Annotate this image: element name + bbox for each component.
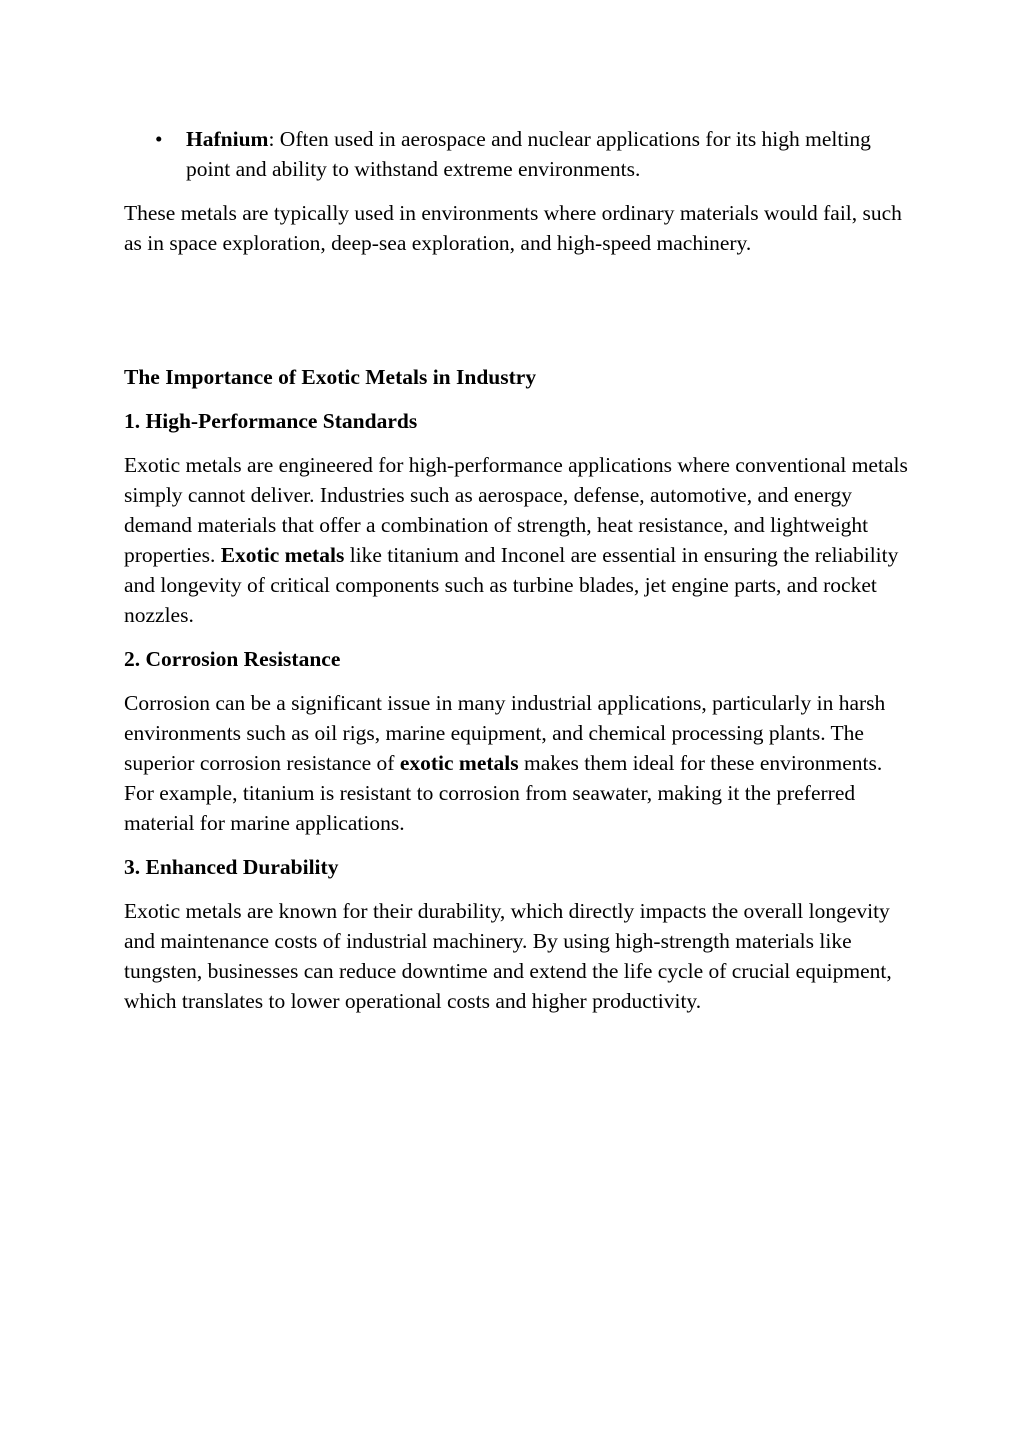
bullet-icon: • bbox=[155, 127, 163, 151]
document-page bbox=[124, 124, 914, 1030]
section-heading-performance: 1. High-Performance Standards bbox=[124, 409, 418, 433]
section-spacer bbox=[124, 272, 914, 362]
list-item-term: Hafnium bbox=[186, 127, 269, 151]
paragraph-text: Exotic metals are engineered for high-performance applications where conventional metals simply cannot deliver. Industries such as aerospace, defense, automotive, and energy demand materials that offer a combination of strength, heat resistance, and lightweight properties. bbox=[124, 453, 908, 567]
intro-paragraph: These metals are typically used in environments where ordinary materials would fail, such as in space exploration, deep-sea exploration, and high-speed machinery. bbox=[124, 201, 902, 255]
section-heading-durability: 3. Enhanced Durability bbox=[124, 855, 339, 879]
main-heading: The Importance of Exotic Metals in Industry bbox=[124, 365, 537, 389]
paragraph-text: makes them ideal for these environments. For example, titanium is resistant to corrosion from seawater, making it the preferred material for marine applications. bbox=[124, 751, 883, 835]
paragraph-bold-term: Exotic metals bbox=[220, 543, 345, 567]
paragraph-bold-term: exotic metals bbox=[399, 751, 519, 775]
section-paragraph-durability: Exotic metals are known for their durability, which directly impacts the overall longevity and maintenance costs of industrial machinery. By using high-strength materials like tungsten, businesses can reduce downtime and extend the life cycle of crucial equipment, which translates to lower operational costs and higher productivity. bbox=[124, 899, 892, 1013]
section-paragraph-performance bbox=[124, 450, 914, 630]
paragraph-text: Corrosion can be a significant issue in many industrial applications, particularly in harsh environments such as oil rigs, marine equipment, and chemical processing plants. The superior corrosion resistance of bbox=[124, 691, 886, 775]
paragraph-text: like titanium and Inconel are essential in ensuring the reliability and longevity of critical components such as turbine blades, jet engine parts, and rocket nozzles. bbox=[124, 543, 899, 627]
list-item-text: : Often used in aerospace and nuclear applications for its high melting point and ability to withstand extreme environments. bbox=[186, 127, 871, 181]
metal-bullet-list bbox=[124, 124, 914, 184]
list-item bbox=[124, 124, 914, 184]
section-paragraph-corrosion bbox=[124, 688, 914, 838]
section-heading-corrosion: 2. Corrosion Resistance bbox=[124, 647, 341, 671]
